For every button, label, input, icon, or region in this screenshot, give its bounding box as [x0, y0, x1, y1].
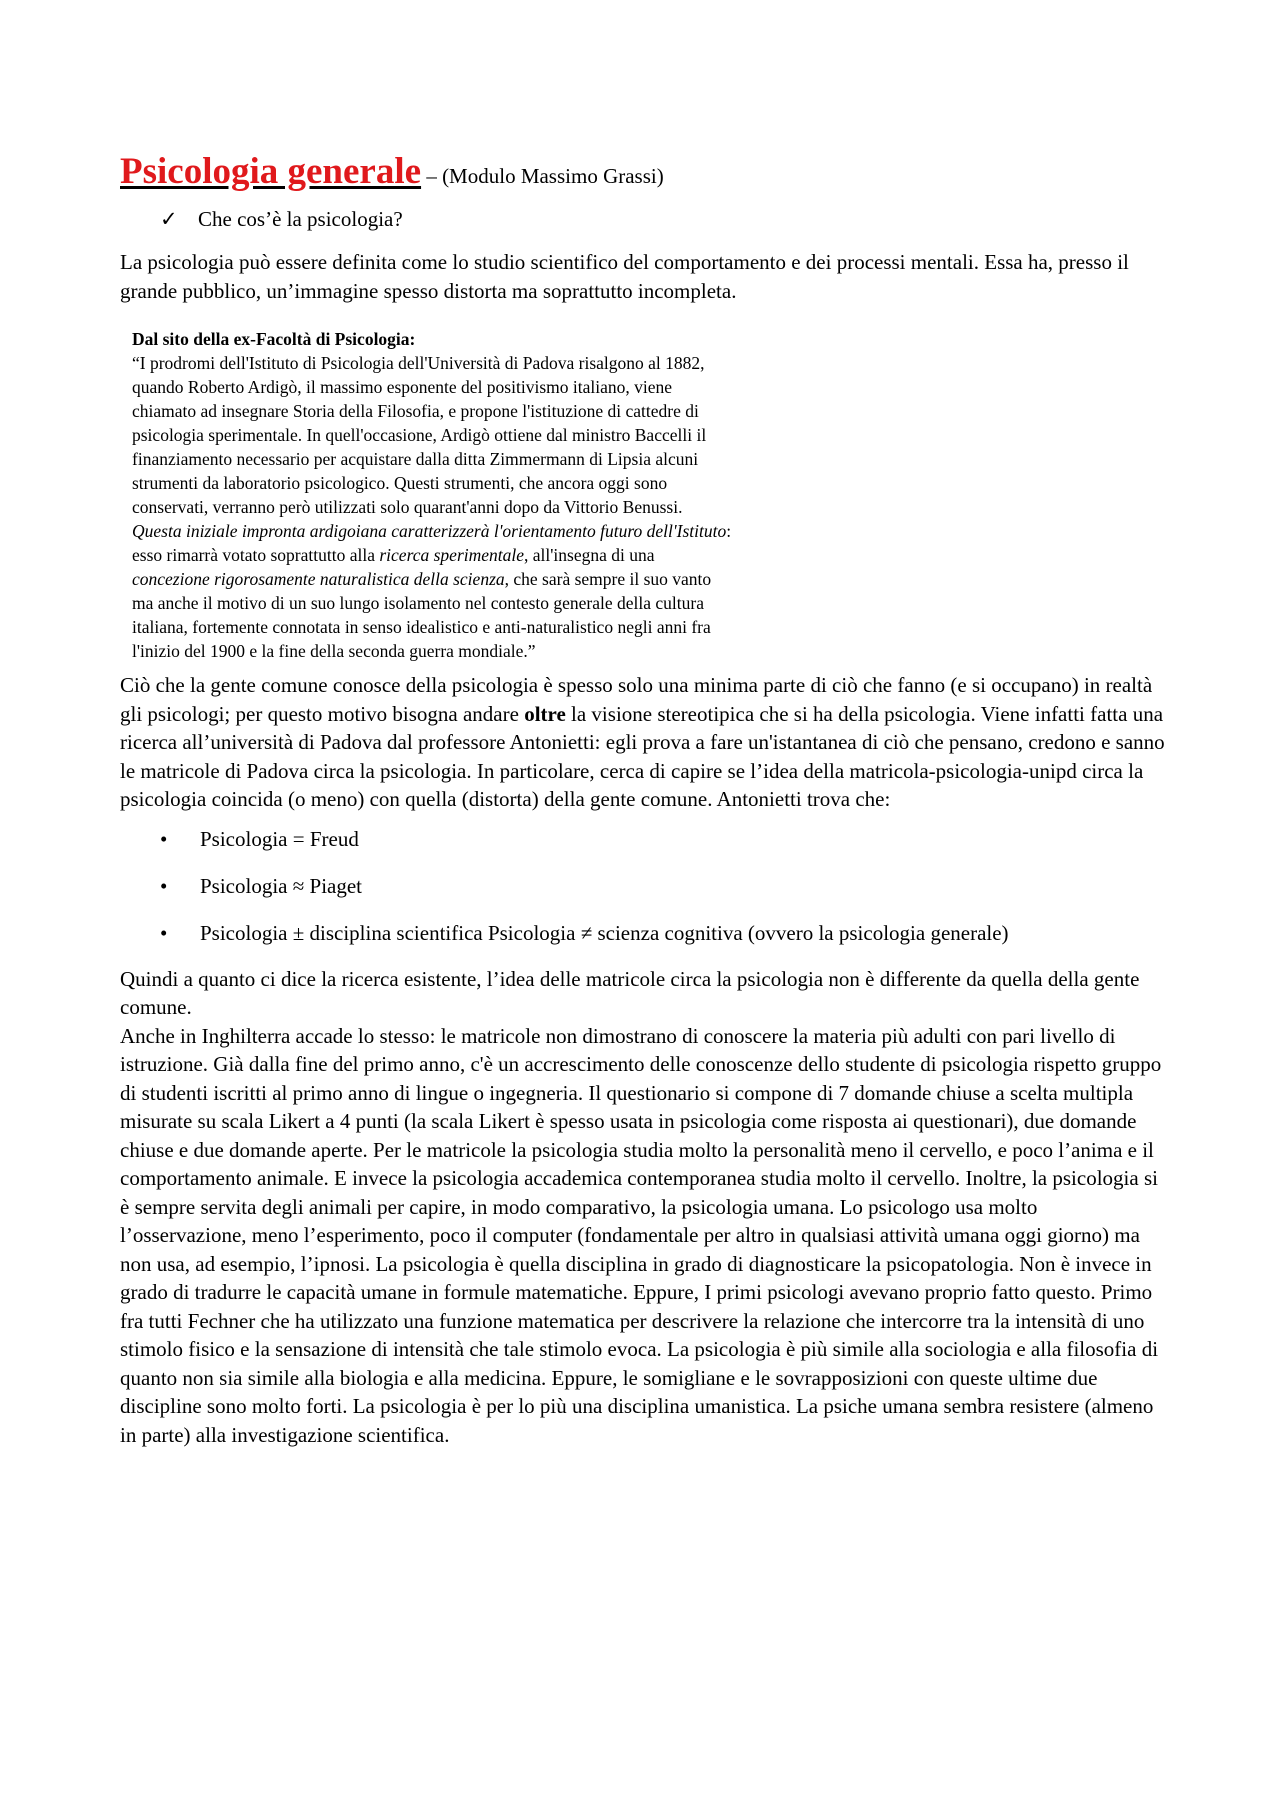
intro-paragraph: La psicologia può essere definita come lo studio scientifico del comportamento e dei processi mentali. Essa ha, presso il grande pubblico, un’immagine spesso distorta ma soprattutto incompleta.	[120, 250, 1129, 303]
checklist-item-text: Che cos’è la psicologia?	[198, 207, 403, 231]
paragraph-2-before: Ciò che la gente comune conosce della psicologia è spesso solo una minima parte di ciò che fanno (e si occupano) in realtà gli psicologi; per questo motivo bisogna andare	[120, 673, 1153, 726]
bullet-icon: •	[160, 873, 168, 898]
page-title: Psicologia generale	[120, 151, 422, 192]
quote-italic2: ricerca sperimentale	[379, 545, 525, 565]
paragraph-3: Quindi a quanto ci dice la ricerca esistente, l’idea delle matricole circa la psicologia non è differente da quella della gente comune.	[120, 966, 1140, 1019]
bullet-list	[120, 824, 1165, 948]
quote-italic3: concezione rigorosamente naturalistica della scienza	[132, 569, 505, 589]
paragraph-4: Anche in Inghilterra accade lo stesso: le matricole non dimostrano di conoscere la materia più adulti con pari livello di istruzione. Già dalla fine del primo anno, c'è un accrescimento delle conoscenze dello studente di psicologia rispetto gruppo di studenti iscritti al primo anno di lingue o ingegneria. Il questionario si compone di 7 domande chiuse a scelta multipla misurate su scala Likert a 4 punti (la scala Likert è spesso usata in psicologia come risposta ai questionari), due domande chiuse e due domande aperte. Per le matricole la psicologia studia molto la personalità meno il cervello, e poco l’anima e il comportamento animale. E invece la psicologia accademica contemporanea studia molto il cervello. Inoltre, la psicologia si è sempre servita degli animali per capire, in modo comparativo, la psicologia umana. Lo psicologo usa molto l’osservazione, meno l’esperimento, poco il computer (fondamentale per altro in qualsiasi attività umana oggi giorno) ma non usa, ad esempio, l’ipnosi. La psicologia è quella disciplina in grado di diagnosticare la psicopatologia. Non è invece in grado di tradurre le capacità umane in formule matematiche. Eppure, I primi psicologi avevano proprio fatto questo. Primo fra tutti Fechner che ha utilizzato una funzione matematica per descrivere la relazione che intercorre tra la intensità di uno stimolo fisico e la sensazione di intensità che tale stimolo evoca. La psicologia è più simile alla sociologia e alla filosofia di quanto non sia simile alla biologia e alla medicina. Eppure, le somigliane e le sovrapposizioni con queste ultime due discipline sono molto forti. La psicologia è per lo più una disciplina umanistica. La psiche umana sembra resistere (almeno in parte) alla investigazione scientifica.	[120, 1023, 1162, 1447]
checklist-item	[160, 204, 1165, 234]
page-subtitle: – (Modulo Massimo Grassi)	[421, 164, 664, 188]
heading	[120, 150, 1165, 198]
document-page	[120, 150, 1165, 1449]
paragraph-2	[120, 671, 1165, 814]
quote-part1: “I prodromi dell'Istituto di Psicologia dell'Università di Padova risalgono al 1882, quando Roberto Ardigò, il massimo esponente del positivismo italiano, viene chiamato ad insegnare Storia della Filosofia, e propone l'istituzione di cattedre di psicologia sperimentale. In quell'occasione, Ardigò ottiene dal ministro Baccelli il finanziamento necessario per acquistare dalla ditta Zimmermann di Lipsia alcuni strumenti da laboratorio psicologico. Questi strumenti, che ancora oggi sono conservati, verranno però utilizzati solo quarant'anni dopo da Vittorio Benussi.	[132, 353, 707, 517]
list-item	[120, 871, 1165, 901]
quote-text1: : esso rimarrà votato soprattutto alla	[132, 521, 732, 565]
list-item	[120, 824, 1165, 854]
quote-block	[132, 327, 732, 663]
checkmark-icon: ✓	[160, 207, 178, 231]
list-item-text: Psicologia ± disciplina scientifica Psicologia ≠ scienza cognitiva (ovvero la psicologia generale)	[200, 920, 1009, 945]
quote-text3: , che sarà sempre il suo vanto ma anche il motivo di un suo lungo isolamento nel contesto generale della cultura italiana, fortemente connotata in senso idealistico e anti-naturalistico negli anni fra l'inizio del 1900 e la fine della seconda guerra mondiale.”	[132, 569, 712, 661]
quote-text2: , all'insegna di una	[524, 545, 655, 565]
bullet-icon: •	[160, 920, 168, 945]
quote-italic1: Questa iniziale impronta ardigoiana caratterizzerà l'orientamento futuro dell'Istituto	[132, 521, 727, 541]
paragraph-2-after: la visione stereotipica che si ha della psicologia. Viene infatti fatta una ricerca all’università di Padova dal professore Antonietti: egli prova a fare un'istantanea di ciò che pensano, credono e sanno le matricole di Padova circa la psicologia. In particolare, cerca di capire se l’idea della matricola-psicologia-unipd circa la psicologia coincida (o meno) con quella (distorta) della gente comune. Antonietti trova che:	[120, 701, 1165, 811]
list-item-text: Psicologia = Freud	[200, 826, 359, 851]
list-item-text: Psicologia ≈ Piaget	[200, 873, 363, 898]
bullet-icon: •	[160, 826, 168, 851]
list-item	[120, 918, 1165, 948]
quote-text	[132, 351, 732, 663]
quote-heading: Dal sito della ex-Facoltà di Psicologia:	[132, 329, 416, 349]
paragraph-2-bold: oltre	[524, 701, 566, 726]
